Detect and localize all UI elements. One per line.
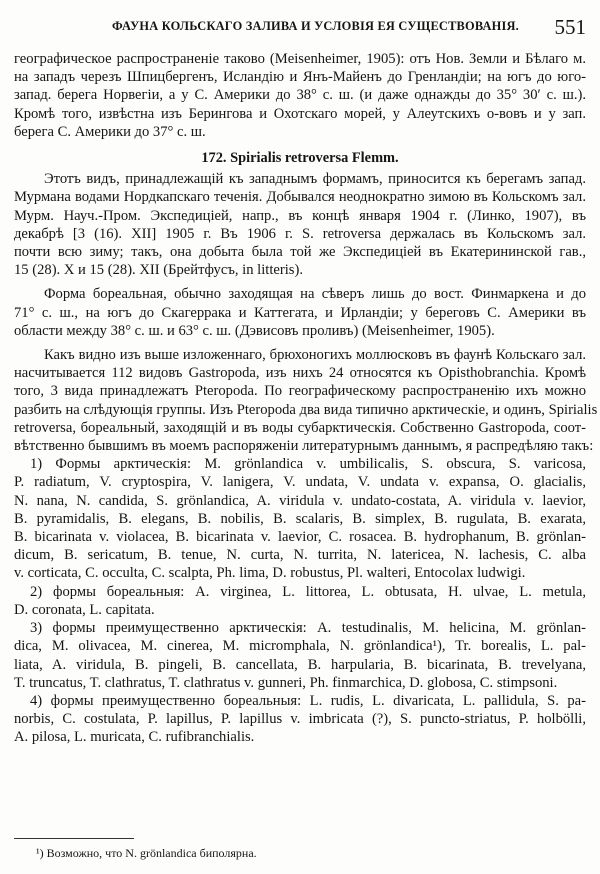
text-line: Мурм. Науч.-Пром. Экспедиціей, напр., въ концѣ января 1904 г. (Линко, 1907), въ xyxy=(14,207,586,224)
page-number: 551 xyxy=(554,15,586,39)
text-line: B. pyramidalis, B. elegans, B. nobilis, B. scalaris, B. simplex, B. rugulata, B. exarata, xyxy=(14,510,586,527)
text-line: dica, M. olivacea, M. cinerea, M. micromphala, N. grönlandica¹), Tr. borealis, L. pal- xyxy=(14,638,586,655)
text-line: D. coronata, L. capitata. xyxy=(14,601,155,618)
text-line: запад. берега Норвегіи, а у С. Америки до 38° с. ш. (и даже однажды до 35° 30ʹ с. ш.). xyxy=(14,87,586,104)
text-line: Форма бореальная, обычно заходящая на сѣверъ лишь до вост. Финмаркена и до xyxy=(44,286,586,303)
text-line: области между 38° с. ш. и 63° с. ш. (Дэвисовъ проливъ) (Meisenheimer, 1905). xyxy=(14,322,495,339)
running-head-title: ФАУНА КОЛЬСКАГО ЗАЛИВА И УСЛОВІЯ ЕЯ СУЩЕСТВОВАНІЯ. xyxy=(112,19,519,33)
text-line: Кромѣ того, извѣстна изъ Берингова и Охотскаго морей, у Алеутскихъ о-вовъ и у зап. xyxy=(14,105,586,122)
footnote-rule xyxy=(14,838,134,839)
group-mainly-arctic xyxy=(14,619,586,692)
summary-paragraph xyxy=(14,346,598,455)
text-line: вѣтственно бывшимъ въ моемъ распоряженіи литературнымъ даннымъ, я распредѣляю такъ: xyxy=(14,438,594,455)
text-line: 4) формы преимущественно бореальныя: L. rudis, L. divaricata, L. pallidula, S. pa- xyxy=(30,692,586,709)
text-line: почти всю зиму; такъ, она добыта была той же Экспедиціей въ Екатерининской гав., xyxy=(14,244,586,261)
text-line: берега С. Америки до 37° с. ш. xyxy=(14,123,206,140)
text-line: географическое распространеніе таково (Meisenheimer, 1905): отъ Нов. Земли и Бѣлаго м. xyxy=(14,51,586,67)
text-line: 1) Формы арктическія: M. grönlandica v. umbilicalis, S. obscura, S. varicosa, xyxy=(30,456,586,473)
text-line: v. corticata, C. occulta, C. scalpta, Ph. lima, D. robustus, Pl. walteri, Entocolax ludwigi. xyxy=(14,565,526,582)
text-line: A. pilosa, L. muricata, C. rufibranchialis. xyxy=(14,729,255,746)
text-line: насчитывается 112 видовъ Gastropoda, изъ нихъ 24 относятся къ Opisthobranchia. Кромѣ xyxy=(14,365,586,382)
text-line: 2) формы бореальныя: A. virginea, L. littorea, L. obtusata, H. ulvae, L. metula, xyxy=(30,583,586,600)
group-arctic xyxy=(14,455,586,582)
text-line: 3) формы преимущественно арктическія: A. testudinalis, M. helicina, M. grönlan- xyxy=(30,620,586,637)
text-line: B. bicarinata v. violacea, B. bicarinata v. laevior, C. rosacea. B. hydrophanum, B. grönlan- xyxy=(14,529,586,546)
group-mainly-boreal xyxy=(14,692,586,747)
text-line: retroversa, бореальный, заходящій и въ воды субарктическія. Собственно Gastropoda, соот- xyxy=(14,419,586,436)
text-line: norbis, C. costulata, P. lapillus, P. lapillus v. imbricata (?), S. puncto-striatus, P. holbölli, xyxy=(14,711,586,728)
species-paragraph xyxy=(14,170,586,279)
species-heading: 172. Spirialis retroversa Flemm. xyxy=(201,150,399,167)
text-line: Какъ видно изъ выше изложеннаго, брюхоногихъ моллюсковъ въ фаунѣ Кольскаго зал. xyxy=(44,347,586,364)
text-line: разбить на слѣдующія группы. Изъ Pteropoda два вида типично арктическіе, и одинъ, Spirialis xyxy=(14,401,598,418)
footnote: ¹) Возможно, что N. grönlandica биполярна. xyxy=(36,846,257,860)
text-line: Этотъ видъ, принадлежащій къ западнымъ формамъ, приносится къ берегамъ запад. xyxy=(44,171,586,188)
body-text xyxy=(14,50,598,747)
group-boreal xyxy=(14,583,586,619)
text-line: liata, A. viridula, B. pingeli, B. cancellata, B. harpularia, B. bicarinata, B. trevelyana, xyxy=(14,656,586,673)
text-line: dicum, B. sericatum, B. tenue, N. curta, N. turrita, N. latericea, N. lachesis, C. alba xyxy=(14,547,586,564)
boreal-paragraph xyxy=(14,285,586,340)
text-line: того, 3 вида принадлежатъ Pteropoda. По географическому распространенію ихъ можно xyxy=(14,383,586,400)
text-line: N. nana, N. candida, S. grönlandica, A. viridula v. undato-costata, A. viridula v. laevior, xyxy=(14,492,586,509)
text-line: декабрѣ [3 (16). XII] 1905 г. Въ 1906 г. S. retroversa держалась въ Кольскомъ зал. xyxy=(14,225,586,242)
text-line: Мурмана водами Нордкапскаго теченія. Добывался неоднократно зимою въ Кольскомъ зал. xyxy=(14,189,586,206)
text-line: 71° с. ш., на югъ до Скагеррака и Каттегата, и Ирландіи; у береговъ С. Америки въ xyxy=(14,304,586,321)
text-line: 15 (28). X и 15 (28). XII (Брейтфусъ, in litteris). xyxy=(14,262,303,279)
distribution-paragraph xyxy=(14,50,586,141)
text-line: P. radiatum, V. cryptospira, V. lanigera, V. undata, V. undata v. expansa, O. glacialis, xyxy=(14,474,586,491)
text-line: T. truncatus, T. clathratus, T. clathratus v. gunneri, Ph. finmarchica, D. globosa, C. stimpsoni. xyxy=(14,674,558,691)
text-line: на западъ черезъ Шпицбергенъ, Исландію и Янъ-Майенъ до Гренландіи; на югъ до юго- xyxy=(14,69,586,86)
running-head xyxy=(22,12,586,38)
